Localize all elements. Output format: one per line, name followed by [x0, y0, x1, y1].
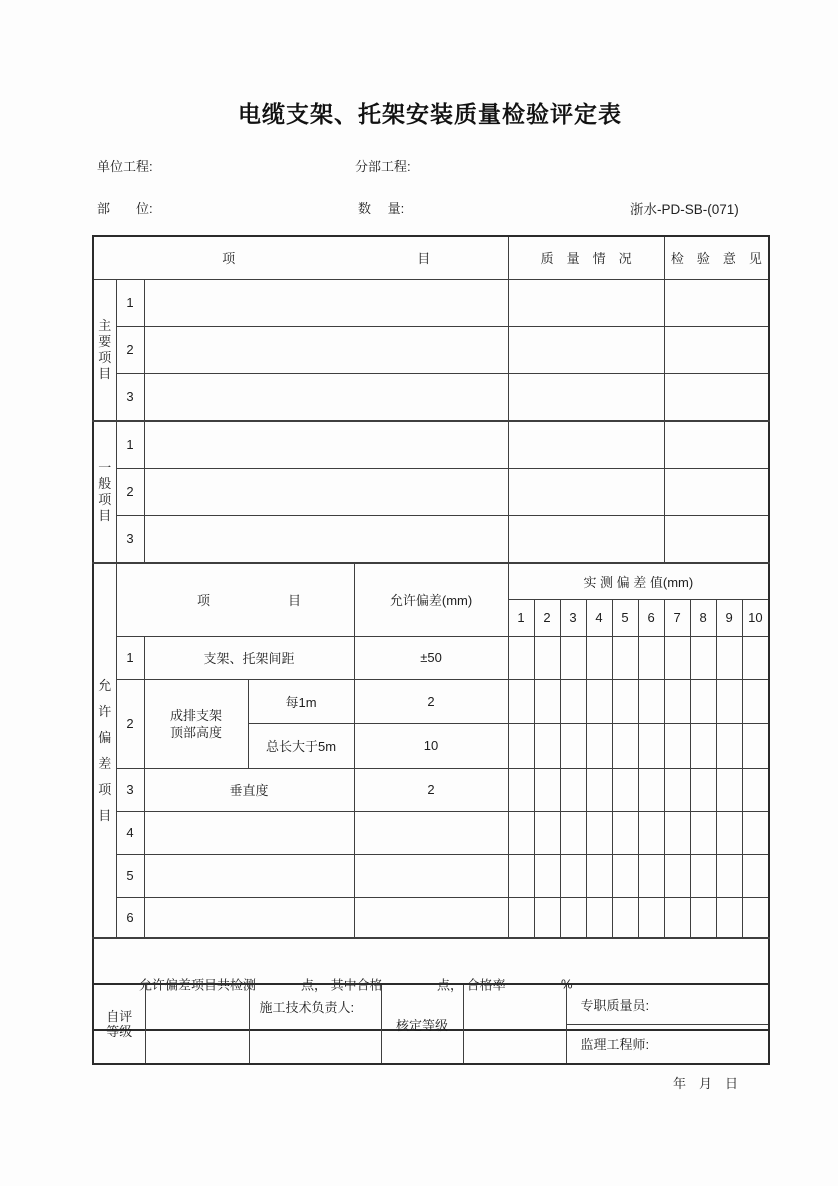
deviation-item-name	[144, 854, 354, 897]
measure-cell	[560, 854, 586, 897]
measure-cell	[716, 636, 742, 679]
measure-cell	[690, 768, 716, 811]
measure-cell	[716, 811, 742, 854]
allowed-deviation-value	[354, 811, 508, 854]
measure-cell	[534, 636, 560, 679]
opinion-input-cell	[664, 326, 769, 373]
part-label: 部 位:	[97, 201, 153, 216]
row-number: 3	[116, 515, 144, 563]
deviation-item-name: 支架、托架间距	[144, 636, 354, 679]
measure-cell	[664, 897, 690, 938]
row-number: 6	[116, 897, 144, 938]
measure-cell	[534, 723, 560, 768]
measure-cell	[690, 636, 716, 679]
measure-cell	[690, 854, 716, 897]
measure-cell	[586, 854, 612, 897]
item-input-cell	[144, 326, 508, 373]
self-grade-input-cell	[145, 984, 249, 1064]
measured-deviation-header: 实 测 偏 差 值(mm)	[508, 563, 769, 599]
opinion-input-cell	[664, 468, 769, 515]
measure-cell	[612, 723, 638, 768]
measure-cell	[690, 723, 716, 768]
measure-col-header: 9	[716, 599, 742, 636]
measure-col-header: 6	[638, 599, 664, 636]
allowed-deviation-header: 允许偏差(mm)	[354, 563, 508, 636]
measure-cell	[742, 723, 769, 768]
item-input-cell	[144, 468, 508, 515]
measure-cell	[664, 723, 690, 768]
measure-cell	[638, 723, 664, 768]
measure-cell	[560, 811, 586, 854]
measure-cell	[716, 679, 742, 723]
measure-cell	[560, 636, 586, 679]
measure-cell	[716, 723, 742, 768]
measure-cell	[690, 897, 716, 938]
measure-cell	[586, 636, 612, 679]
quality-column-header: 质 量 情 况	[508, 236, 664, 279]
measure-cell	[508, 768, 534, 811]
measure-col-header: 10	[742, 599, 769, 636]
opinion-column-header: 检 验 意 见	[664, 236, 769, 279]
deviation-item-name: 垂直度	[144, 768, 354, 811]
measure-cell	[534, 897, 560, 938]
item-input-cell	[144, 279, 508, 326]
item-input-cell	[144, 373, 508, 421]
opinion-input-cell	[664, 421, 769, 468]
measure-cell	[612, 854, 638, 897]
row-number: 4	[116, 811, 144, 854]
deviation-subitem-name: 每1m	[248, 679, 354, 723]
row-number: 3	[116, 373, 144, 421]
measure-cell	[612, 768, 638, 811]
allowed-deviation-value: 2	[354, 768, 508, 811]
opinion-input-cell	[664, 279, 769, 326]
general-items-section-label: 一般项目	[93, 421, 116, 563]
row-number: 3	[116, 768, 144, 811]
measure-cell	[638, 636, 664, 679]
measure-cell	[716, 854, 742, 897]
measure-cell	[534, 811, 560, 854]
measure-cell	[560, 768, 586, 811]
summary-detect-label: 允许偏差项目共检测	[139, 977, 257, 993]
form-title: 电缆支架、托架安装质量检验评定表	[238, 101, 622, 127]
deviation-item-name: 成排支架顶部高度	[144, 679, 248, 768]
measure-cell	[638, 854, 664, 897]
row-number: 1	[116, 636, 144, 679]
measure-cell	[560, 679, 586, 723]
main-items-section-label: 主要项目	[93, 279, 116, 421]
allowed-deviation-value: 2	[354, 679, 508, 723]
measure-col-header: 8	[690, 599, 716, 636]
deviation-subitem-name: 总长大于5m	[248, 723, 354, 768]
deviation-item-header: 项 目	[116, 563, 354, 636]
summary-rate-label: 点， 合格率	[437, 977, 506, 993]
measure-col-header: 1	[508, 599, 534, 636]
row-number: 2	[116, 679, 144, 768]
measure-cell	[690, 811, 716, 854]
deviation-item-name	[144, 811, 354, 854]
signature-table	[92, 983, 770, 1065]
measure-cell	[612, 636, 638, 679]
measure-cell	[586, 811, 612, 854]
measure-cell	[664, 679, 690, 723]
row-number: 2	[116, 326, 144, 373]
measure-col-header: 7	[664, 599, 690, 636]
division-project-label: 分部工程:	[355, 159, 411, 174]
unit-project-label: 单位工程:	[97, 159, 153, 174]
measure-cell	[586, 679, 612, 723]
measure-cell	[508, 811, 534, 854]
opinion-input-cell	[664, 515, 769, 563]
quality-input-cell	[508, 421, 664, 468]
measure-cell	[508, 854, 534, 897]
quality-input-cell	[508, 515, 664, 563]
measure-cell	[690, 679, 716, 723]
date-line: 年 月 日	[673, 1076, 739, 1091]
measure-cell	[742, 897, 769, 938]
measure-cell	[742, 811, 769, 854]
measure-cell	[638, 897, 664, 938]
measure-cell	[508, 636, 534, 679]
allowed-deviation-value: ±50	[354, 636, 508, 679]
measure-cell	[612, 897, 638, 938]
deviation-item-name	[144, 897, 354, 938]
quality-input-cell	[508, 468, 664, 515]
measure-cell	[586, 768, 612, 811]
measure-cell	[716, 768, 742, 811]
check-grade-input-cell	[463, 984, 566, 1064]
measure-cell	[742, 679, 769, 723]
measure-cell	[534, 854, 560, 897]
measure-col-header: 5	[612, 599, 638, 636]
tech-director-label: 施工技术负责人:	[249, 984, 381, 1064]
evaluation-table	[92, 235, 770, 1031]
self-grade-label: 自评等级	[93, 984, 145, 1064]
summary-qualified-label: 点， 其中合格	[301, 977, 383, 993]
measure-cell	[638, 811, 664, 854]
measure-col-header: 2	[534, 599, 560, 636]
quality-input-cell	[508, 373, 664, 421]
measure-cell	[742, 636, 769, 679]
quality-input-cell	[508, 279, 664, 326]
item-input-cell	[144, 421, 508, 468]
measure-cell	[586, 723, 612, 768]
row-number: 1	[116, 421, 144, 468]
measure-cell	[534, 679, 560, 723]
measure-col-header: 3	[560, 599, 586, 636]
measure-cell	[638, 768, 664, 811]
measure-cell	[508, 723, 534, 768]
measure-cell	[716, 897, 742, 938]
opinion-input-cell	[664, 373, 769, 421]
measure-cell	[664, 768, 690, 811]
measure-cell	[742, 854, 769, 897]
measure-cell	[508, 679, 534, 723]
measure-cell	[664, 636, 690, 679]
allowed-deviation-value	[354, 854, 508, 897]
measure-col-header: 4	[586, 599, 612, 636]
row-number: 5	[116, 854, 144, 897]
allowed-deviation-value	[354, 897, 508, 938]
form-code: 浙水-PD-SB-(071)	[630, 202, 739, 217]
summary-percent-sign: %	[561, 976, 573, 992]
measure-cell	[586, 897, 612, 938]
measure-cell	[638, 679, 664, 723]
allowed-deviation-value: 10	[354, 723, 508, 768]
measure-cell	[664, 811, 690, 854]
measure-cell	[560, 723, 586, 768]
measure-cell	[664, 854, 690, 897]
measure-cell	[560, 897, 586, 938]
item-column-header: 项 目	[93, 236, 508, 279]
measure-cell	[534, 768, 560, 811]
measure-cell	[742, 768, 769, 811]
row-number: 1	[116, 279, 144, 326]
measure-cell	[612, 679, 638, 723]
measure-cell	[612, 811, 638, 854]
quantity-label: 数 量:	[358, 201, 405, 216]
item-input-cell	[144, 515, 508, 563]
quality-officer-label: 专职质量员:	[566, 984, 769, 1024]
measure-cell	[508, 897, 534, 938]
supervisor-label: 监理工程师:	[566, 1024, 769, 1064]
deviation-section-label: 允许偏差项目	[93, 563, 116, 938]
check-grade-label: 核定等级	[381, 984, 463, 1064]
quality-input-cell	[508, 326, 664, 373]
row-number: 2	[116, 468, 144, 515]
